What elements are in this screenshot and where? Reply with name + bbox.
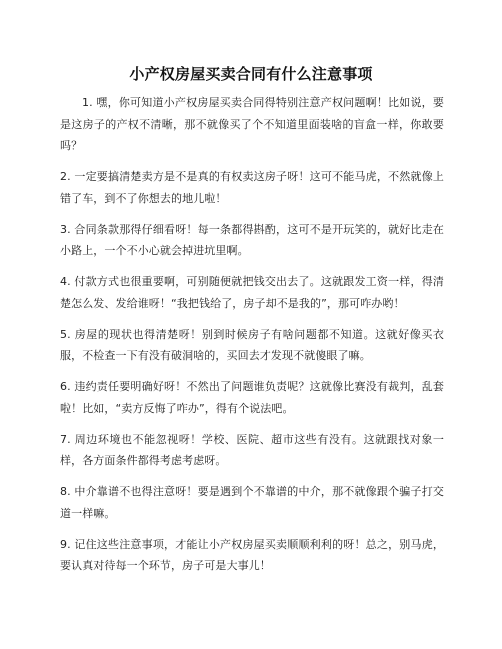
paragraph-8: 8. 中介靠谱不也得注意呀！要是遇到个不靠谱的中介，那不就像跟个骗子打交道一样嘛。: [60, 485, 444, 520]
paragraph-1: 1. 嘿，你可知道小产权房屋买卖合同得特别注意产权问题啊！比如说，要是这房子的产权不清晰，那不就像买了个不知道里面装啥的盲盒一样，你敢要吗？: [60, 96, 444, 152]
paragraph-6: 6. 违约责任要明确好呀！不然出了问题谁负责呢？这就像比赛没有裁判，乱套啦！比如，“卖方反悔了咋办”，得有个说法吧。: [60, 380, 444, 415]
paragraph-9: 9. 记住这些注意事项，才能让小产权房屋买卖顺顺利利的呀！总之，别马虎，要认真对待每一个环节，房子可是大事儿！: [60, 537, 444, 572]
paragraph-7: 7. 周边环境也不能忽视呀！学校、医院、超市这些有没有。这就跟找对象一样，各方面条件都得考虑考虑呀。: [60, 432, 444, 467]
document-body: [60, 92, 444, 586]
paragraph-2: 2. 一定要搞清楚卖方是不是真的有权卖这房子呀！这可不能马虎，不然就像上错了车，到不了你想去的地儿啦！: [60, 170, 444, 205]
paragraph-5: 5. 房屋的现状也得清楚呀！别到时候房子有啥问题都不知道。这就好像买衣服，不检查一下有没有破洞啥的，买回去才发现不就傻眼了嘛。: [60, 327, 444, 362]
paragraph-3: 3. 合同条款那得仔细看呀！每一条都得斟酌，这可不是开玩笑的，就好比走在小路上，一个不小心就会掉进坑里啊。: [60, 222, 444, 257]
paragraph-4: 4. 付款方式也很重要啊，可别随便就把钱交出去了。这就跟发工资一样，得清楚怎么发、发给谁呀！“我把钱给了，房子却不是我的”，那可咋办哟！: [60, 275, 444, 310]
document-title: 小产权房屋买卖合同有什么注意事项: [129, 65, 373, 83]
